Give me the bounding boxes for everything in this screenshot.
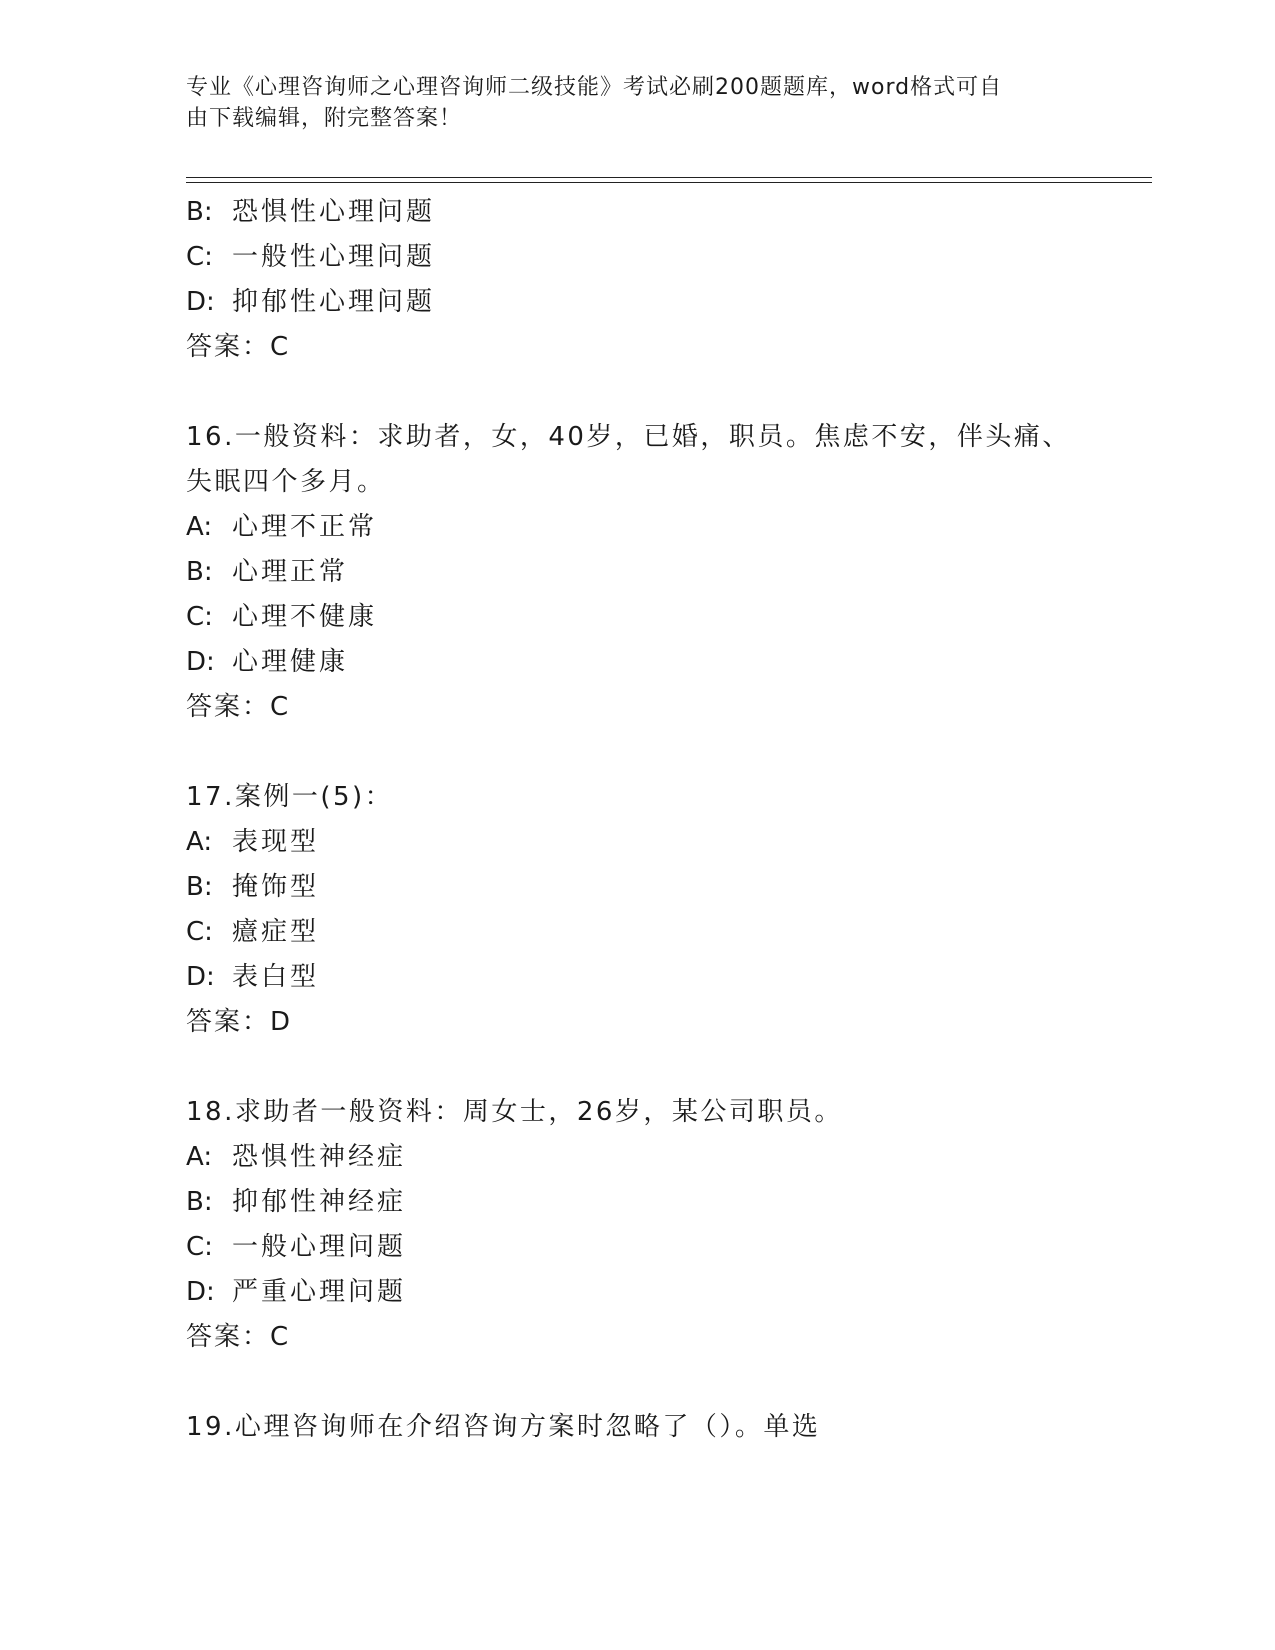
document-header [186, 72, 1066, 134]
question-19 [186, 1405, 1152, 1450]
option-d: D: 抑郁性心理问题 [186, 287, 436, 317]
spacer [186, 370, 1152, 415]
question-stem: 17.案例一(5)： [186, 782, 394, 812]
option-c: C: 心理不健康 [186, 602, 378, 632]
option-d: D: 表白型 [186, 962, 320, 992]
answer-line: 答案：C [186, 1322, 291, 1352]
question-stem-continued: 失眠四个多月。 [186, 467, 386, 497]
header-divider-bottom [186, 182, 1152, 183]
spacer [186, 1045, 1152, 1090]
option-b: B: 心理正常 [186, 557, 349, 587]
spacer [186, 1360, 1152, 1405]
header-line-1: 专业《心理咨询师之心理咨询师二级技能》考试必刷200题题库，word格式可自 [186, 75, 1003, 100]
option-c: C: 一般性心理问题 [186, 242, 436, 272]
option-c: C: 一般心理问题 [186, 1232, 407, 1262]
header-divider-top [186, 177, 1152, 178]
option-b: B: 掩饰型 [186, 872, 320, 902]
option-d: D: 严重心理问题 [186, 1277, 407, 1307]
question-17 [186, 775, 1152, 1045]
answer-line: 答案：D [186, 1007, 293, 1037]
option-d: D: 心理健康 [186, 647, 349, 677]
question-stem: 19.心理咨询师在介绍咨询方案时忽略了（）。单选 [186, 1412, 821, 1442]
question-16 [186, 415, 1152, 730]
question-15-tail [186, 190, 1152, 370]
option-b: B: 恐惧性心理问题 [186, 197, 436, 227]
answer-line: 答案：C [186, 692, 291, 722]
option-c: C: 癔症型 [186, 917, 320, 947]
option-a: A: 心理不正常 [186, 512, 378, 542]
answer-line: 答案：C [186, 332, 291, 362]
question-list [186, 190, 1152, 1450]
option-a: A: 表现型 [186, 827, 320, 857]
question-18 [186, 1090, 1152, 1360]
question-stem: 16.一般资料：求助者，女，40岁，已婚，职员。焦虑不安，伴头痛、 [186, 422, 1071, 452]
spacer [186, 730, 1152, 775]
question-stem: 18.求助者一般资料：周女士，26岁，某公司职员。 [186, 1097, 843, 1127]
option-a: A: 恐惧性神经症 [186, 1142, 407, 1172]
header-line-2: 由下载编辑，附完整答案！ [186, 106, 463, 131]
option-b: B: 抑郁性神经症 [186, 1187, 407, 1217]
